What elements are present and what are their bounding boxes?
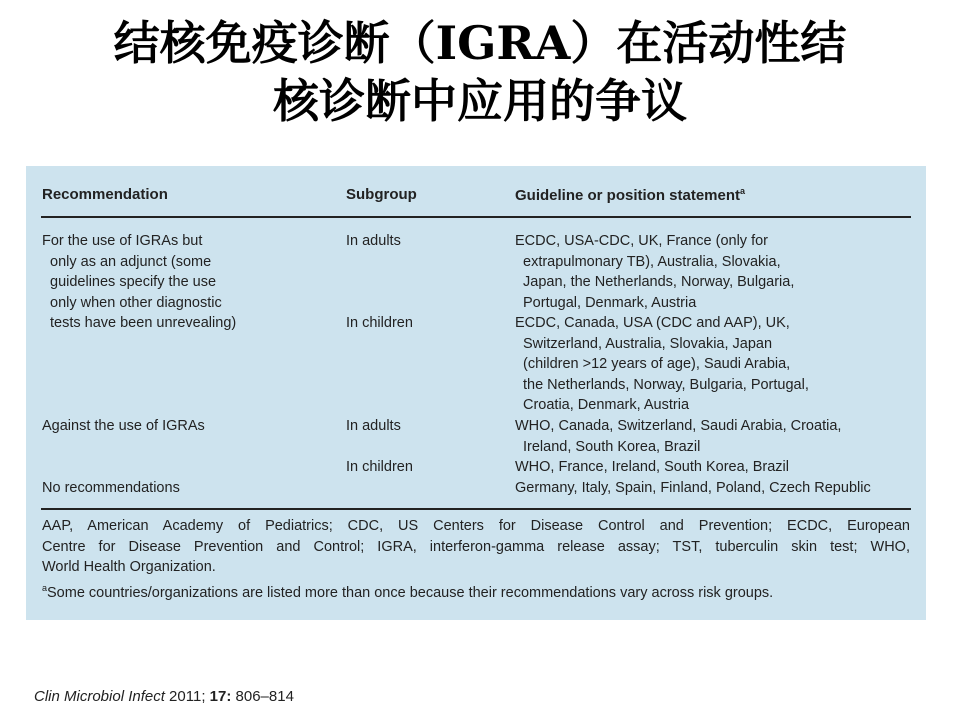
slide-title: [0, 14, 960, 130]
title-line-1: 结核免疫诊断（IGRA）在活动性结: [113, 16, 847, 70]
title-line-2: 核诊断中应用的争议: [273, 74, 687, 128]
row1-rec-line: tests have been unrevealing): [50, 315, 237, 332]
row4-guideline: WHO, France, Ireland, South Korea, Brazil: [515, 459, 789, 475]
header-rule: [41, 216, 911, 218]
row2-guide-line: Switzerland, Australia, Slovakia, Japan: [523, 335, 773, 352]
header-recommendation: Recommendation: [42, 186, 168, 203]
row2-guide-line: (children >12 years of age), Saudi Arabia,: [523, 356, 791, 373]
row2-guide-line: the Netherlands, Norway, Bulgaria, Portugal,: [523, 376, 809, 393]
row1-rec-line: guidelines specify the use: [50, 274, 217, 291]
table-footnote: [42, 516, 910, 603]
row2-guideline: [515, 313, 809, 416]
row2-guide-line: ECDC, Canada, USA (CDC and AAP), UK,: [515, 315, 790, 331]
row1-recommendation: [42, 231, 236, 334]
row3-guideline: [515, 416, 841, 457]
row3-guide-line: Ireland, South Korea, Brazil: [523, 438, 701, 455]
row1-guide-line: ECDC, USA-CDC, UK, France (only for: [515, 233, 768, 249]
footnote-line: Centre for Disease Prevention and Control; IGRA, interferon-gamma release assay; TST, tuberculin skin test; WHO,: [42, 538, 910, 555]
footnote-line: AAP, American Academy of Pediatrics; CDC, US Centers for Disease Control and Prevention; ECDC, European: [42, 518, 910, 534]
citation-volume: 17:: [209, 688, 232, 705]
row5-recommendation: No recommendations: [42, 480, 180, 496]
citation-year: 2011;: [164, 688, 210, 705]
header-guideline-marker: a: [740, 186, 746, 196]
row1-guide-line: Portugal, Denmark, Austria: [523, 294, 697, 311]
header-guideline-text: Guideline or position statement: [515, 187, 741, 204]
row1-rec-line: only as an adjunct (some: [50, 253, 212, 270]
citation-journal: Clin Microbiol Infect: [34, 688, 165, 705]
row2-guide-line: Croatia, Denmark, Austria: [523, 397, 690, 414]
table-panel: [26, 166, 926, 620]
row4-subgroup: In children: [346, 459, 413, 475]
footnote-marker: a: [42, 582, 48, 593]
citation-pages: 806–814: [231, 688, 294, 705]
footnote-note: [42, 578, 910, 603]
row1-rec-line: For the use of IGRAs but: [42, 233, 203, 249]
row1-subgroup: In adults: [346, 233, 401, 249]
row3-guide-line: WHO, Canada, Switzerland, Saudi Arabia, Croatia,: [515, 418, 842, 434]
citation: [34, 688, 294, 705]
row3-subgroup: In adults: [346, 418, 401, 434]
row1-guide-line: extrapulmonary TB), Australia, Slovakia,: [523, 253, 781, 270]
row1-guide-line: Japan, the Netherlands, Norway, Bulgaria,: [523, 274, 795, 291]
footnote-note-text: Some countries/organizations are listed more than once because their recommendations vary across risk groups.: [47, 584, 774, 601]
row1-rec-line: only when other diagnostic: [50, 294, 222, 311]
header-guideline: [515, 186, 745, 204]
row2-subgroup: In children: [346, 315, 413, 331]
header-subgroup: Subgroup: [346, 186, 417, 203]
row1-guideline: [515, 231, 794, 313]
table-bottom-rule: [41, 508, 911, 510]
row3-recommendation: Against the use of IGRAs: [42, 418, 205, 434]
footnote-line: World Health Organization.: [42, 559, 216, 576]
row5-guideline: Germany, Italy, Spain, Finland, Poland, Czech Republic: [515, 480, 871, 496]
